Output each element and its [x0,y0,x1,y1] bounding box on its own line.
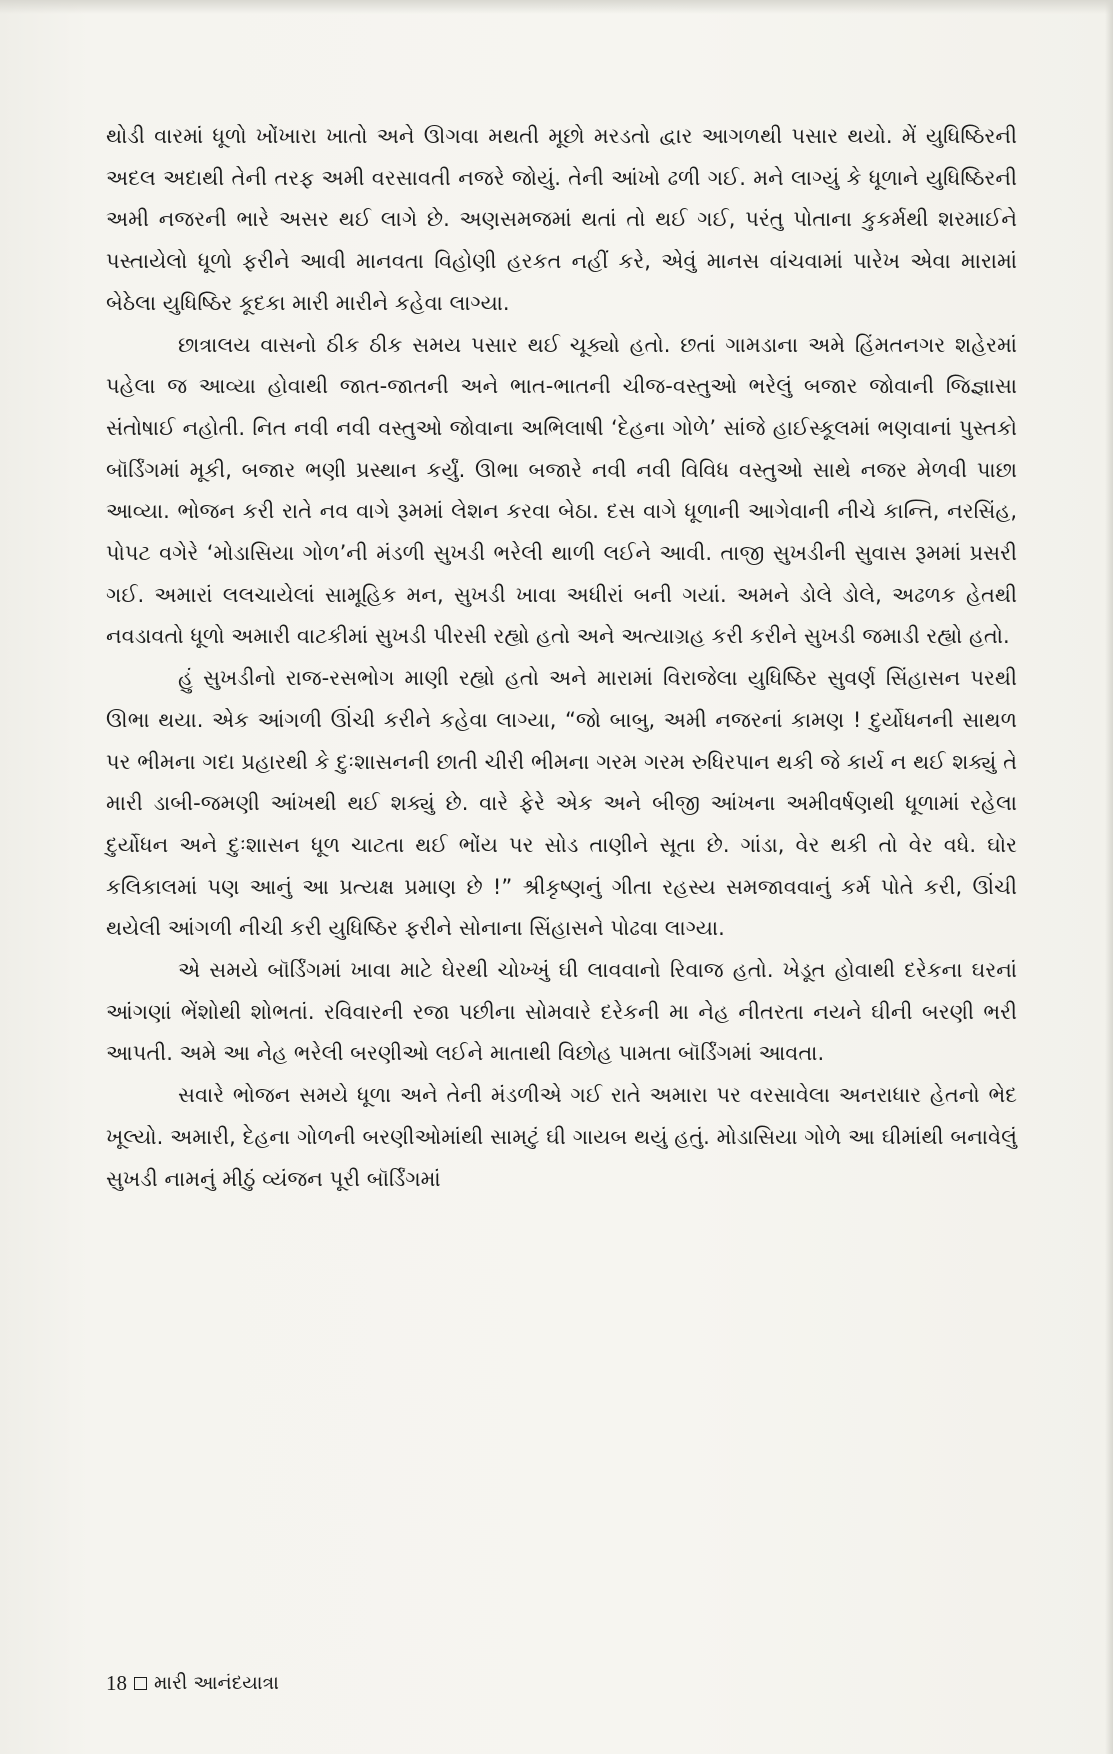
body-text [106,116,1017,1200]
paragraph-3: હું સુખડીનો રાજ-રસભોગ માણી રહ્યો હતો અને મારામાં વિરાજેલા યુધિષ્ઠિર સુવર્ણ સિંહાસન પરથી ઊભા થયા. એક આંગળી ઊંચી કરીને કહેવા લાગ્યા, “જો બાબુ, અમી નજરનાં કામણ ! દુર્યોધનની સાથળ પર ભીમના ગદા પ્રહારથી કે દુઃશાસનની છાતી ચીરી ભીમના ગરમ ગરમ રુધિરપાન થકી જે કાર્ય ન થઈ શક્યું તે મારી ડાબી-જમણી આંખથી થઈ શક્યું છે. વારે ફેરે એક અને બીજી આંખના અમીવર્ષણથી ધૂળામાં રહેલા દુર્યોધન અને દુઃશાસન ધૂળ ચાટતા થઈ ભોંય પર સોડ તાણીને સૂતા છે. ગાંડા, વેર થકી તો વેર વધે. ઘોર કલિકાલમાં પણ આનું આ પ્રત્યક્ષ પ્રમાણ છે !” શ્રીકૃષ્ણનું ગીતા રહસ્ય સમજાવવાનું કર્મ પોતે કરી, ઊંચી થયેલી આંગળી નીચી કરી યુધિષ્ઠિર ફરીને સોનાના સિંહાસને પોઢવા લાગ્યા. [106,666,1017,941]
page-top-shadow [0,0,1113,14]
paragraph-1: થોડી વારમાં ધૂળો ખોંખારા ખાતો અને ઊગવા મથતી મૂછો મરડતો દ્વાર આગળથી પસાર થયો. મેં યુધિષ્ઠિરની અદલ અદાથી તેની તરફ અમી વરસાવતી નજરે જોયું. તેની આંખો ઢળી ગઈ. મને લાગ્યું કે ધૂળાને યુધિષ્ઠિરની અમી નજરની ભારે અસર થઈ લાગે છે. અણસમજમાં થતાં તો થઈ ગઈ, પરંતુ પોતાના કુકર્મથી શરમાઈને પસ્તાયેલો ધૂળો ફરીને આવી માનવતા વિહોણી હરકત નહીં કરે, એવું માનસ વાંચવામાં પારેખ એવા મારામાં બેઠેલા યુધિષ્ઠિર કૂદકા મારી મારીને કહેવા લાગ્યા. [106,124,1017,315]
paragraph-4: એ સમયે બૉર્ડિંગમાં ખાવા માટે ઘેરથી ચોખ્ખું ઘી લાવવાનો રિવાજ હતો. ખેડૂત હોવાથી દરેકના ઘરનાં આંગણાં ભેંશોથી શોભતાં. રવિવારની રજા પછીના સોમવારે દરેકની મા નેહ નીતરતા નયને ઘીની બરણી ભરી આપતી. અમે આ નેહ ભરેલી બરણીઓ લઈને માતાથી વિછોહ પામતા બૉર્ડિંગમાં આવતા. [106,958,1017,1066]
page-right-shadow [1105,0,1113,1754]
paragraph-5: સવારે ભોજન સમયે ધૂળા અને તેની મંડળીએ ગઈ રાતે અમારા પર વરસાવેલા અનરાધાર હેતનો ભેદ ખૂલ્યો. અમારી, દેહના ગોળની બરણીઓમાંથી સામટું ઘી ગાયબ થયું હતું. મોડાસિયા ગોળે આ ઘીમાંથી બનાવેલું સુખડી નામનું મીઠું વ્યંજન પૂરી બૉર્ડિંગમાં [106,1083,1017,1191]
book-title: મારી આનંદયાત્રા [154,1672,279,1694]
paragraph-2: છાત્રાલય વાસનો ઠીક ઠીક સમય પસાર થઈ ચૂક્યો હતો. છતાં ગામડાના અમે હિંમતનગર શહેરમાં પહેલા જ આવ્યા હોવાથી જાત-જાતની અને ભાત-ભાતની ચીજ-વસ્તુઓ ભરેલું બજાર જોવાની જિજ્ઞાસા સંતોષાઈ નહોતી. નિત નવી નવી વસ્તુઓ જોવાના અભિલાષી ‘દેહના ગોળે’ સાંજે હાઈસ્કૂલમાં ભણવાનાં પુસ્તકો બૉર્ડિંગમાં મૂકી, બજાર ભણી પ્રસ્થાન કર્યું. ઊભા બજારે નવી નવી વિવિધ વસ્તુઓ સાથે નજર મેળવી પાછા આવ્યા. ભોજન કરી રાતે નવ વાગે રૂમમાં લેશન કરવા બેઠા. દસ વાગે ધૂળાની આગેવાની નીચે કાન્તિ, નરસિંહ, પોપટ વગેરે ‘મોડાસિયા ગોળ’ની મંડળી સુખડી ભરેલી થાળી લઈને આવી. તાજી સુખડીની સુવાસ રૂમમાં પ્રસરી ગઈ. અમારાં લલચાયેલાં સામૂહિક મન, સુખડી ખાવા અધીરાં બની ગયાં. અમને ડોલે ડોલે, અઢળક હેતથી નવડાવતો ધૂળો અમારી વાટકીમાં સુખડી પીરસી રહ્યો હતો અને અત્યાગ્રહ કરી કરીને સુખડી જમાડી રહ્યો હતો. [106,332,1017,649]
page-footer [106,1668,279,1698]
page-number: 18 [106,1670,127,1695]
square-separator-icon [134,1677,147,1690]
